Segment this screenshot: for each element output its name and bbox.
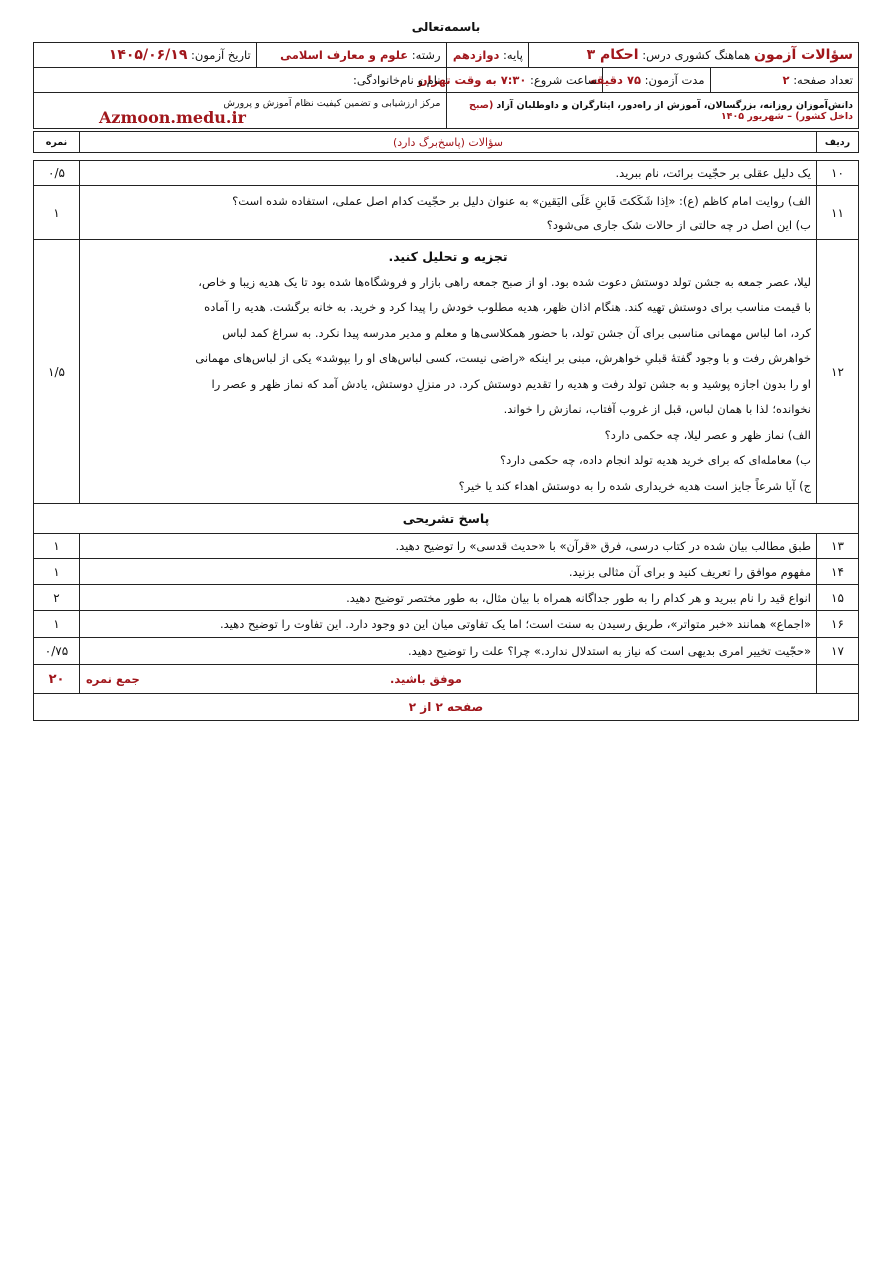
question-score: ۱/۵ xyxy=(34,240,80,504)
website-link[interactable]: Azmoon.medu.ir xyxy=(99,107,246,127)
field-label: رشته: xyxy=(411,48,441,62)
good-luck-text: موفق باشید. xyxy=(390,672,462,686)
question-score: ۰/۷۵ xyxy=(34,638,80,665)
question-row-15 xyxy=(34,585,859,611)
questions-table xyxy=(33,131,859,721)
date-value: ۱۴۰۵/۰۶/۱۹ xyxy=(108,47,188,63)
field-cell xyxy=(256,43,446,68)
scenario-line: نخوانده؛ لذا با همان لباس، قبل از غروب آفتاب، نمازش را خواند. xyxy=(503,402,811,416)
name-cell xyxy=(34,68,447,93)
title-mid: هماهنگ کشوری درس: xyxy=(642,48,751,62)
question-score: ۱ xyxy=(34,559,80,585)
column-header-questions: سؤالات (پاسخ‌برگ دارد) xyxy=(80,132,817,153)
question-text: انواع قید را نام ببرید و هر کدام را به طور جداگانه همراه با بیان مثال، به طور مختصر توضیح دهید. xyxy=(80,585,817,611)
question-number: ۱۳ xyxy=(817,534,859,559)
scenario-line: کرد، اما لباس مهمانی مناسبی برای آن جشن تولد، با حضور همکلاسی‌ها و معلم و مدیر مدرسه پیدا نکرد. به سراغ کمد لباس xyxy=(222,325,811,340)
question-row-14 xyxy=(34,559,859,585)
question-part-b: ب) معامله‌ای که برای خرید هدیه تولد انجام داده، چه حکمی دارد؟ xyxy=(500,453,811,467)
question-text: «اجماع» همانند «خبر متواتر»، طریق رسیدن به سنت است؛ اما یک تفاوتی میان این دو وجود دارد. این تفاوت را توضیح دهید. xyxy=(80,611,817,638)
grade-cell xyxy=(446,43,529,68)
question-number: ۱۴ xyxy=(817,559,859,585)
pages-label: تعداد صفحه: xyxy=(793,73,853,87)
title-cell xyxy=(529,43,859,68)
center-name: مرکز ارزشیابی و تضمین کیفیت نظام آموزش و پرورش xyxy=(223,97,441,109)
session-text: (صبح داخل کشور) – شهریور ۱۴۰۵ xyxy=(469,99,853,122)
duration-cell xyxy=(589,68,710,93)
duration-value: ۷۵ دقیقه xyxy=(589,73,641,87)
question-row-11 xyxy=(34,186,859,240)
center-cell xyxy=(34,93,447,129)
question-number: ۱۲ xyxy=(817,240,859,504)
footer-row xyxy=(34,665,859,694)
question-text xyxy=(80,240,817,504)
question-text: یک دلیل عقلی بر حجّیت برائت، نام ببرید. xyxy=(80,161,817,186)
date-cell xyxy=(34,43,257,68)
question-number: ۱۱ xyxy=(817,186,859,240)
question-score: ۰/۵ xyxy=(34,161,80,186)
start-cell xyxy=(417,68,603,93)
question-score: ۱ xyxy=(34,611,80,638)
exam-header xyxy=(33,42,859,129)
question-text: مفهوم موافق را تعریف کنید و برای آن مثالی بزنید. xyxy=(80,559,817,585)
grade-label: پایه: xyxy=(503,48,523,62)
grade-value: دوازدهم xyxy=(452,48,500,62)
footer-blank xyxy=(817,665,859,694)
question-row-13 xyxy=(34,534,859,559)
page-info: صفحه ۲ از ۲ xyxy=(34,694,859,721)
field-value: علوم و معارف اسلامی xyxy=(280,48,409,62)
course-name: احکام ۳ xyxy=(586,47,639,63)
question-score: ۱ xyxy=(34,186,80,240)
start-value: ۷:۳۰ به وقت تهران xyxy=(417,73,527,87)
scenario-line: او را بدون اجازه پوشید و به جشن تولد رفت و هدیه را تقدیم دوستش کرد. در منزلِ دوستش، یادش آمد که نماز ظهر و عصر را xyxy=(211,376,811,391)
question-text: «حجّیت تخییر امری بدیهی است که نیاز به استدلال ندارد.» چرا؟ علت را توضیح دهید. xyxy=(80,638,817,665)
column-header-row: ردیف xyxy=(817,132,859,153)
question-number: ۱۰ xyxy=(817,161,859,186)
question-part-a: الف) روایت امام کاظم (ع): «اِذا شَکَکتَ فَابنِ عَلَی الیَقین» به عنوان دلیل بر حجّیت کدام اصل عملی، استفاده شده است؟ xyxy=(232,193,811,208)
scenario-line: لیلا، عصر جمعه به جشن تولد دوستش دعوت شده بود. او از صبح جمعه راهی بازار و فروشگاه‌ها شده بود تا یک هدیه زیبا و خاص، xyxy=(198,274,811,289)
question-row-16 xyxy=(34,611,859,638)
footer-message-cell xyxy=(80,665,817,694)
question-number: ۱۵ xyxy=(817,585,859,611)
question-row-12 xyxy=(34,240,859,504)
question-row-17 xyxy=(34,638,859,665)
section-heading: تجزیه و تحلیل کنید. xyxy=(388,249,508,264)
question-score: ۲ xyxy=(34,585,80,611)
question-number: ۱۷ xyxy=(817,638,859,665)
scenario-line: با قیمت مناسب برای دوستش تهیه کند. هنگام اذان ظهر، هدیه مطلوب خودش را پیدا کرد و خرید. به خانه برگشت. هدیه را آماده xyxy=(204,300,811,314)
question-part-a: الف) نماز ظهر و عصر لیلا، چه حکمی دارد؟ xyxy=(604,427,811,442)
scenario-line: خواهرش رفت و با وجود گفتهٔ قبلیِ خواهرش، مبنی بر اینکه «راضی نیست، کسی لباس‌های او را بپوشد» یکی از لباس‌های مهمانی xyxy=(195,351,811,365)
question-text: طبق مطالب بیان شده در کتاب درسی، فرق «قرآن» با «حدیث قدسی» را توضیح دهید. xyxy=(80,534,817,559)
invocation-text: باسمه‌تعالی xyxy=(411,20,481,34)
audience-text: دانش‌آموزان روزانه، بزرگسالان، آموزش از راه‌دور، ایثارگران و داوطلبان آزاد xyxy=(496,99,853,111)
question-text xyxy=(80,186,817,240)
pages-cell xyxy=(710,68,859,93)
audience-cell xyxy=(446,93,859,129)
total-score: ۲۰ xyxy=(34,665,80,694)
question-score: ۱ xyxy=(34,534,80,559)
start-label: ساعت شروع: xyxy=(530,73,598,87)
question-number: ۱۶ xyxy=(817,611,859,638)
pages-value: ۲ xyxy=(782,73,790,87)
question-part-c: ج) آیا شرعاً جایز است هدیه خریداری شده را به دوستش اهداء کند یا خیر؟ xyxy=(458,478,811,493)
section-title: پاسخ تشریحی xyxy=(34,504,859,534)
question-row-10 xyxy=(34,161,859,186)
question-part-b: ب) این اصل در چه حالتی از حالات شک جاری می‌شود؟ xyxy=(546,217,811,232)
date-label: تاریخ آزمون: xyxy=(191,48,251,62)
total-label: جمع نمره xyxy=(86,672,140,686)
column-header-score: نمره xyxy=(34,132,80,153)
name-label: نام و نام‌خانوادگی: xyxy=(352,73,441,87)
title-prefix: سؤالات آزمون xyxy=(754,47,853,63)
duration-label: مدت آزمون: xyxy=(644,73,705,87)
